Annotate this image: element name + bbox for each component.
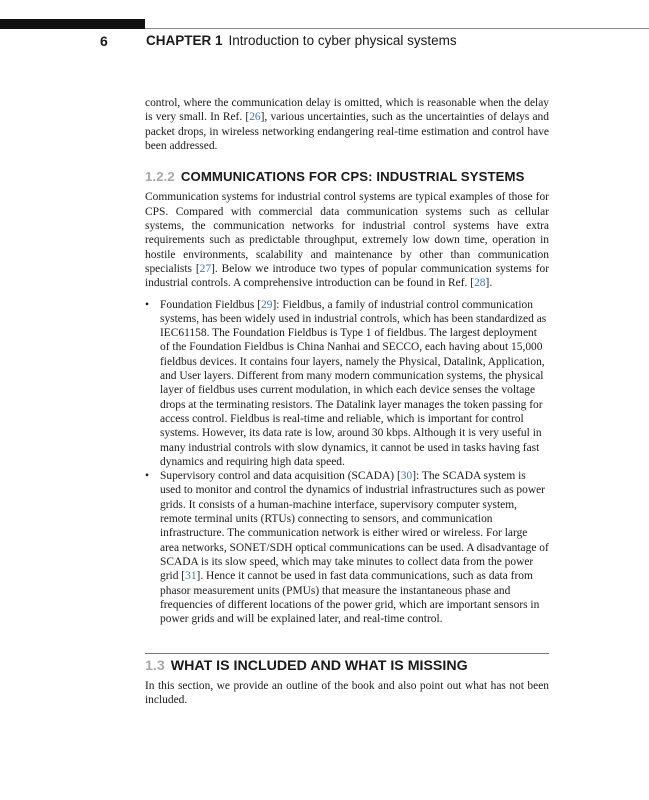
intro-paragraph bbox=[145, 96, 549, 153]
citation-link[interactable]: 27 bbox=[199, 262, 212, 275]
section-heading bbox=[145, 659, 549, 673]
bullet-list bbox=[145, 298, 549, 627]
subsection-heading bbox=[145, 170, 549, 184]
text-run: ], various uncertainties, such as the uncertainties of delays and packet drops, in wireless networking endangering real-time estimation and control have been addressed. bbox=[145, 111, 549, 152]
text-run: ]. Below we introduce two types of popular communication systems for industrial controls. A comprehensive introduction can be found in Ref. [ bbox=[145, 262, 550, 290]
header-rule bbox=[145, 28, 649, 29]
list-item-text bbox=[160, 469, 549, 626]
text-run: Supervisory control and data acquisition (SCADA) [ bbox=[160, 470, 401, 483]
citation-link[interactable]: 26 bbox=[249, 111, 261, 124]
citation-link[interactable]: 29 bbox=[261, 298, 273, 311]
citation-link[interactable]: 30 bbox=[400, 470, 413, 483]
subsection-paragraph bbox=[145, 190, 549, 290]
list-item bbox=[145, 469, 549, 626]
citation-link[interactable]: 28 bbox=[474, 277, 486, 290]
bullet-icon: • bbox=[145, 470, 150, 483]
header-black-bar bbox=[0, 19, 145, 29]
text-run: control, where the communication delay is omitted, which is reasonable when the delay is very small. In Ref. [ bbox=[145, 97, 549, 124]
text-run: ]: The SCADA system is used to monitor and control the dynamics of industrial infrastructures such as power grids. It consists of a human-machine interface, supervisory computer system, remote terminal units (RTUs) connecting to sensors, and communication infrastructure. The communication network is either wired or wireless. For large area networks, SONET/SDH optical communications can be used. A disadvantage of SCADA is its slow speed, which may take minutes to collect data from the power grid [ bbox=[160, 470, 549, 583]
chapter-title: Introduction to cyber physical systems bbox=[228, 33, 457, 48]
text-run: Communication systems for industrial control systems are typical examples of those for CPS. Compared with commercial data communication systems such as cellular systems, the communication networks for industrial control systems have extra requirements such as predictable throughput, extremely low down time, operation in hostile environments, scalability and maintenance by other than communication specialists [ bbox=[145, 191, 549, 275]
subsection-number: 1.2.2 bbox=[145, 169, 175, 185]
chapter-label: CHAPTER 1 bbox=[146, 33, 223, 48]
list-item bbox=[145, 298, 549, 470]
bullet-icon: • bbox=[145, 298, 150, 311]
running-head bbox=[146, 33, 457, 48]
section-title: WHAT IS INCLUDED AND WHAT IS MISSING bbox=[170, 658, 468, 675]
section-divider bbox=[145, 653, 549, 654]
text-run: ]. Hence it cannot be used in fast data communications, such as data from phasor measurement units (PMUs) that measure the instantaneous phase and frequencies of different locations of the power grid, which are important sensors in power grids and will be explained later, and real-time control. bbox=[160, 570, 540, 626]
text-run: ]: Fieldbus, a family of industrial control communication systems, has been widely used in industrial controls, which has been standardized as IEC61158. The Foundation Fieldbus is Type 1 of fieldbus. The largest deployment of the Foundation Fieldbus is China Nanhai and SECCO, each having about 15,000 fieldbus devices. It contains four layers, namely the Physical, Datalink, Application, and User layers. Different from many modern communication systems, the physical layer of fieldbus uses current modulation, in which each device senses the voltage drops at the terminating resistors. The Datalink layer manages the token passing for access control. Fieldbus is real-time and reliable, which is important for control systems. However, its data rate is low, around 30 kbps. Although it is very useful in many industrial controls with slow dynamics, it cannot be used in tasks having fast dynamics and requiring high data speed. bbox=[160, 298, 547, 468]
list-item-text bbox=[160, 298, 549, 470]
subsection-title: COMMUNICATIONS FOR CPS: INDUSTRIAL SYSTEMS bbox=[180, 169, 525, 185]
text-run: Foundation Fieldbus [ bbox=[160, 298, 262, 311]
page-body bbox=[145, 96, 549, 707]
section-paragraph: In this section, we provide an outline of the book and also point out what has not been included. bbox=[145, 679, 549, 706]
citation-link[interactable]: 31 bbox=[185, 570, 197, 583]
section-number: 1.3 bbox=[145, 658, 165, 675]
page-number: 6 bbox=[100, 33, 108, 49]
text-run: ]. bbox=[485, 277, 493, 290]
